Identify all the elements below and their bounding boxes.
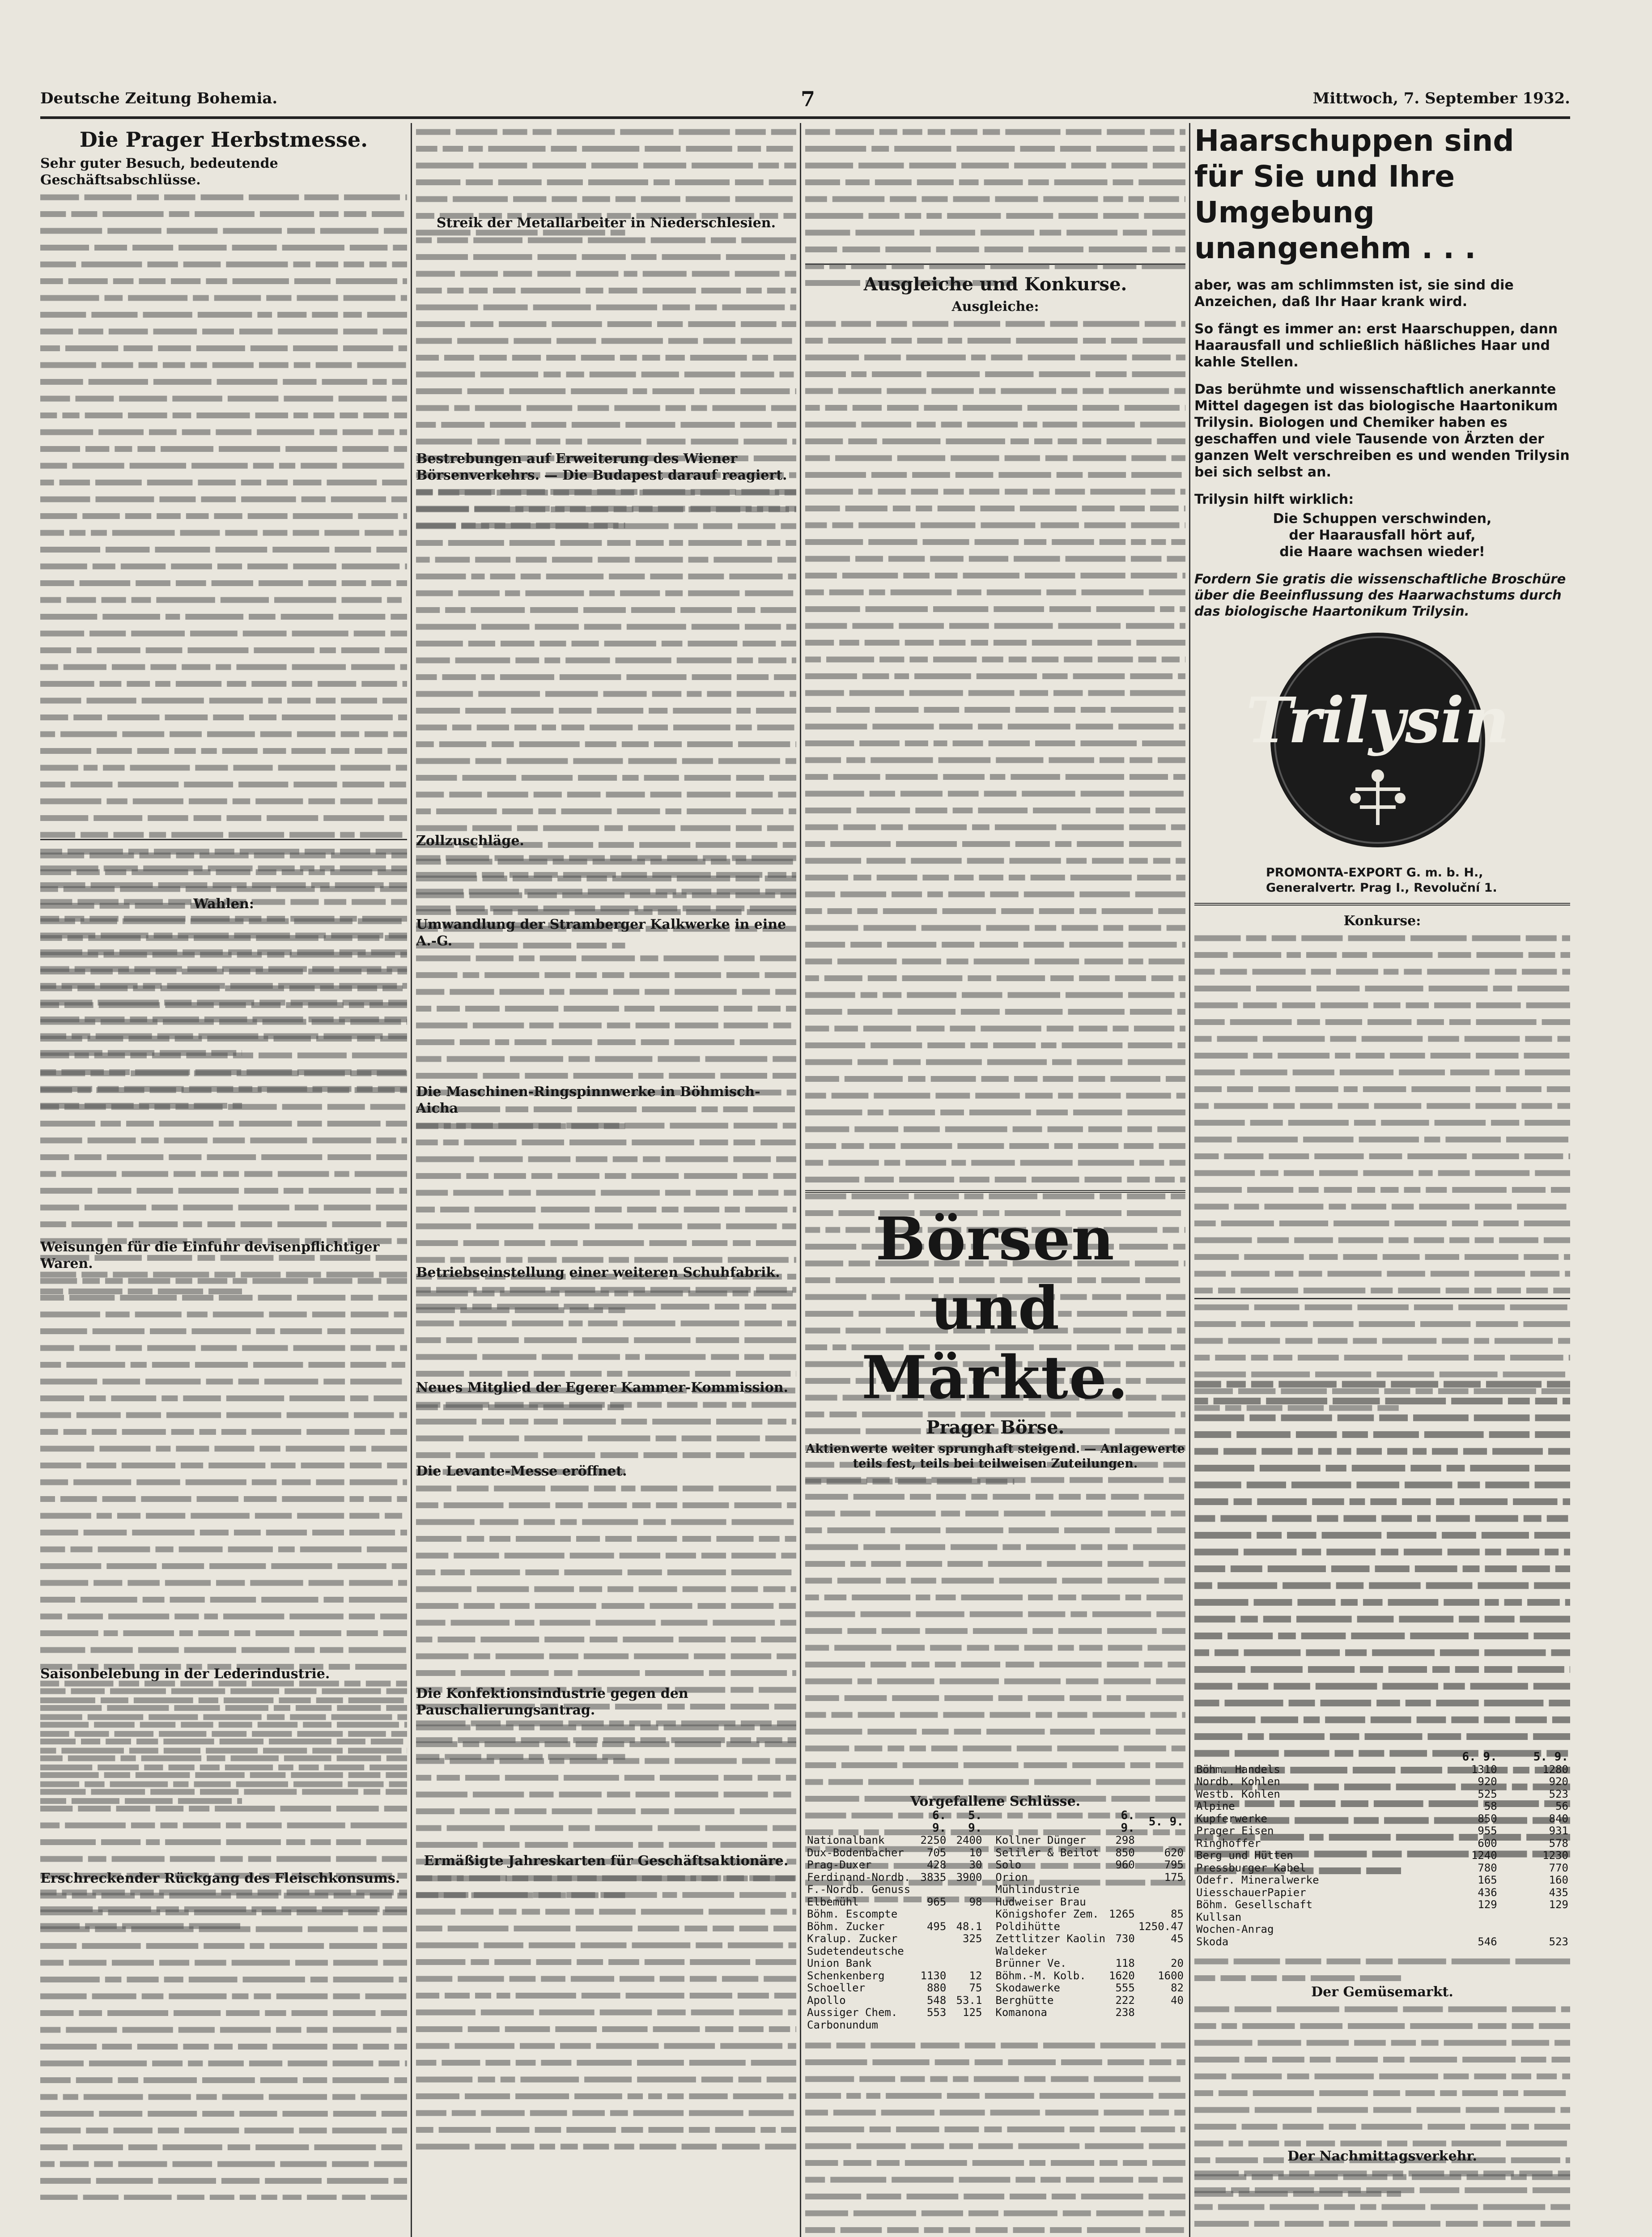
text-lines xyxy=(1194,929,1570,1416)
quote-value: 20 xyxy=(1171,1957,1184,1969)
text-lines xyxy=(1194,2165,1570,2237)
quote-value: 118 xyxy=(1115,1957,1135,1969)
trilysin-logo xyxy=(1194,628,1561,861)
quote-value: 1280 xyxy=(1542,1763,1568,1776)
article-title-konfektion: Die Konfektionsindustrie gegen den Pauschalierungsantrag. xyxy=(416,1686,688,1718)
table-row xyxy=(994,1933,1185,1945)
quote-value: 705 xyxy=(926,1846,947,1859)
table-row xyxy=(805,2007,984,2019)
security-name: Nordb. Kohlen xyxy=(1196,1776,1280,1788)
article-body xyxy=(416,849,796,916)
quote-value: 1240 xyxy=(1471,1850,1497,1862)
quote-value: 30 xyxy=(969,1859,982,1871)
security-name: Nationalbank xyxy=(807,1834,885,1846)
quote-value: 795 xyxy=(1164,1859,1184,1871)
stock-table-right: 6. 9. 5. 9. Böhm. Handels 1310 1280 Nordb. Kohlen 920 920 Westb. Kohlen 525 523 Alpine 58 56 Kupferwerke 850 840 Prager Eisen 955 931 Ringhoffer 600 578 Berg und Hütten 1240 1230 Pressburger Kabel 780 770 Odefr. Mineralwerke 165 160 UiesschauerPapier 436 435 Böhm. Gesellschaft 129 129 Kullsan Wochen-Anrag Skoda 546 523 xyxy=(1194,1751,1570,1948)
quote-value xyxy=(1107,1884,1137,1896)
quote-value xyxy=(1137,1884,1185,1896)
quote-value xyxy=(912,1908,948,1921)
security-name: Berg und Hütten xyxy=(1196,1850,1293,1862)
quote-value xyxy=(1137,1896,1185,1909)
article-body xyxy=(416,1869,796,2151)
article-body xyxy=(416,1117,796,1264)
section-heading-wahlen: Wahlen: xyxy=(193,896,254,912)
quote-value: 578 xyxy=(1549,1837,1568,1850)
article-body xyxy=(416,1396,796,1463)
table-row xyxy=(1194,1911,1570,1924)
ad-call-to-action: Fordern Sie gratis die wissenschaftliche Broschüre über die Beeinflussung des Haarwachstums durch das biologische Haartonikum Trilysin. xyxy=(1194,571,1566,619)
quote-value: 1620 xyxy=(1109,1969,1135,1982)
article-body xyxy=(1194,2000,1570,2148)
quote-value: 2250 xyxy=(920,1834,947,1846)
quote-value: 436 xyxy=(1478,1886,1497,1899)
quote-value xyxy=(1107,1871,1137,1884)
table-row xyxy=(994,1847,1185,1859)
quote-value: 125 xyxy=(963,2007,982,2019)
quote-value: 920 xyxy=(1549,1776,1568,1788)
article-title-jahreskarten: Ermäßigte Jahreskarten für Geschäftsaktionäre. xyxy=(424,1853,789,1869)
security-name: Ferdinand-Nordb. xyxy=(807,1871,911,1884)
security-name: Prager Eisen xyxy=(1196,1825,1274,1837)
security-name: Carbonundum xyxy=(807,2019,878,2031)
security-name: Schoeller xyxy=(807,1982,866,1994)
column-1 xyxy=(40,123,407,2200)
article-title-kammer: Neues Mitglied der Egerer Kammer-Kommission. xyxy=(416,1380,788,1395)
text-lines xyxy=(805,123,1185,291)
column-3 xyxy=(805,123,1185,2237)
security-name: Zettlitzer Kaolin xyxy=(995,1933,1106,1945)
quote-value: 1130 xyxy=(920,1969,947,1982)
quote-value xyxy=(1499,1911,1570,1924)
article-body xyxy=(40,912,407,1064)
table-row xyxy=(805,2019,984,2032)
ad-benefit: Die Schuppen verschwinden, xyxy=(1273,511,1492,527)
quote-value: 40 xyxy=(1171,1994,1184,2007)
quote-value: 165 xyxy=(1478,1874,1497,1886)
article-body xyxy=(416,949,796,1084)
stock-tables xyxy=(805,1810,1185,2031)
table-row xyxy=(805,1871,984,1884)
security-name: Orion xyxy=(995,1871,1028,1884)
quote-value: 523 xyxy=(1549,1788,1568,1800)
security-name: Sudetendeutsche xyxy=(807,1945,904,1957)
article-body xyxy=(416,1718,796,1853)
masthead xyxy=(40,81,1570,119)
security-name: Union Bank xyxy=(807,1957,872,1969)
security-name: Apollo xyxy=(807,1994,846,2007)
security-name: Odefr. Mineralwerke xyxy=(1196,1874,1319,1886)
table-row xyxy=(1194,1887,1570,1899)
quote-value: 3835 xyxy=(920,1871,947,1884)
article-title-metallarbeiter: Streik der Metallarbeiter in Niederschlesien. xyxy=(436,215,776,231)
security-name: Alpine xyxy=(1196,1800,1235,1812)
text-lines xyxy=(416,949,796,1134)
quote-value: 548 xyxy=(926,1994,947,2007)
article-body xyxy=(40,1272,407,1666)
table-row xyxy=(994,2007,1185,2019)
security-name: Schenkenberg xyxy=(807,1969,885,1982)
table-row xyxy=(805,1834,984,1847)
article-body xyxy=(416,1480,796,1685)
article-body xyxy=(416,484,796,833)
quote-value: 10 xyxy=(969,1846,982,1859)
security-name: Seliler & Beilot xyxy=(995,1846,1099,1859)
security-name: Elbemühl xyxy=(807,1896,859,1908)
quote-value: 770 xyxy=(1549,1862,1568,1874)
article-body xyxy=(40,1887,407,2200)
column-divider xyxy=(1189,123,1190,2237)
security-name: Böhm. Escompte xyxy=(807,1908,898,1920)
table-row xyxy=(805,1908,984,1921)
table-row xyxy=(805,1921,984,1933)
article-title-zollzuschlaege: Zollzuschläge. xyxy=(416,833,524,849)
article-body xyxy=(805,1471,1185,1793)
article-title-wiener-boerse: Bestrebungen auf Erweiterung des Wiener Börsenverkehrs. — Die Budapest darauf reagiert. xyxy=(416,451,787,483)
article-title-maschinen: Die Maschinen-Ringspinnwerke in Böhmisch-Aicha xyxy=(416,1084,760,1116)
security-name: Kollner Dünger xyxy=(995,1834,1086,1846)
quote-value: 495 xyxy=(926,1920,947,1933)
security-name: F.-Nordb. Genuss xyxy=(807,1884,911,1896)
quote-value: 160 xyxy=(1549,1874,1568,1886)
quote-value: 546 xyxy=(1478,1935,1497,1948)
column-divider xyxy=(411,123,412,2237)
quote-value: 600 xyxy=(1478,1837,1497,1850)
ad-paragraph: So fängt es immer an: erst Haarschuppen, dann Haarausfall und schließlich häßliches Haar und kahle Stellen. xyxy=(1194,321,1558,370)
quote-value xyxy=(1427,1923,1499,1936)
ad-benefit: der Haarausfall hört auf, xyxy=(1289,527,1476,543)
article-body xyxy=(1194,2165,1570,2237)
quote-value xyxy=(912,2019,948,2032)
table-row xyxy=(994,1982,1185,1995)
table-row xyxy=(805,1933,984,1945)
ad-benefit: die Haare wachsen wieder! xyxy=(1279,544,1485,560)
text-lines xyxy=(40,1887,407,2200)
security-name: Solo xyxy=(995,1859,1022,1871)
quote-value: 555 xyxy=(1115,1982,1135,1994)
security-name: Dux-Bodenbacher xyxy=(807,1846,904,1859)
column-divider xyxy=(800,123,801,2237)
quote-value: 3900 xyxy=(956,1871,982,1884)
quote-value: 2400 xyxy=(956,1834,982,1846)
quote-value: 1250.47 xyxy=(1138,1920,1184,1933)
article-body xyxy=(1194,1952,1570,1984)
quote-value xyxy=(948,1957,984,1970)
quote-value: 129 xyxy=(1478,1899,1497,1911)
security-name: Böhm. Gesellschaft xyxy=(1196,1899,1313,1911)
column-2 xyxy=(416,123,796,2151)
security-name: Böhm.-M. Kolb. xyxy=(995,1969,1086,1982)
article-body xyxy=(805,123,1185,257)
quote-value: 730 xyxy=(1115,1933,1135,1945)
text-lines xyxy=(805,2037,1185,2237)
masthead-paper-name: Deutsche Zeitung Bohemia. xyxy=(40,89,278,107)
section-heading-konkurse: Konkurse: xyxy=(1343,913,1421,929)
table-row xyxy=(1194,1923,1570,1936)
table-row xyxy=(994,1884,1185,1896)
quote-value: 920 xyxy=(1478,1776,1497,1788)
security-name: Skoda xyxy=(1196,1935,1229,1948)
quote-value xyxy=(912,1945,948,1958)
text-lines xyxy=(416,1869,796,2151)
quote-value: 965 xyxy=(926,1896,947,1908)
article-title-devisen: Weisungen für die Einfuhr devisenpflichtiger Waren. xyxy=(40,1239,380,1272)
quote-value: 1310 xyxy=(1471,1763,1497,1776)
security-name: Komanona xyxy=(995,2007,1047,2019)
ad-headline: Haarschuppen sind für Sie und Ihre Umgebung unangenehm . . . xyxy=(1194,123,1514,265)
quote-value: 75 xyxy=(969,1982,982,1994)
quote-value: 553 xyxy=(926,2007,947,2019)
article-body xyxy=(40,846,407,896)
article-body xyxy=(805,2037,1185,2237)
security-name: Ringhoffer xyxy=(1196,1837,1261,1850)
security-name: Böhm. Handels xyxy=(1196,1763,1280,1776)
article-title-herbstmesse: Die Prager Herbstmesse. xyxy=(79,128,368,152)
quote-value xyxy=(948,2019,984,2032)
text-lines xyxy=(1194,1952,1570,1986)
ad-benefit-list xyxy=(1194,510,1570,560)
page-number: 7 xyxy=(801,87,815,111)
section-title-ausgleiche: Ausgleiche und Konkurse. xyxy=(863,274,1127,295)
quote-value xyxy=(1107,1896,1137,1909)
table-row xyxy=(805,1945,984,1958)
security-name: Aussiger Chem. xyxy=(807,2007,898,2019)
quote-value: 435 xyxy=(1549,1886,1568,1899)
security-name: Kullsan xyxy=(1196,1911,1242,1923)
quote-value: 428 xyxy=(926,1859,947,1871)
article-body xyxy=(416,231,796,451)
article-body xyxy=(1194,929,1570,1292)
quote-value xyxy=(912,1933,948,1945)
trilysin-logo-graphic xyxy=(1194,628,1561,861)
text-lines xyxy=(40,1064,407,1299)
quote-value: 175 xyxy=(1164,1871,1184,1884)
article-body xyxy=(1194,1375,1570,1751)
article-title-kalkwerke: Umwandlung der Stramberger Kalkwerke in eine A.-G. xyxy=(416,917,786,949)
security-name: Kralup. Zucker xyxy=(807,1933,898,1945)
quote-value: 960 xyxy=(1115,1859,1135,1871)
quote-value xyxy=(948,1884,984,1896)
ad-logo-text: Trilysin xyxy=(1246,684,1510,757)
table-row xyxy=(805,1995,984,2007)
quote-value: 82 xyxy=(1171,1982,1184,1994)
table-row xyxy=(1194,1936,1570,1948)
security-name: Prag-Duxer xyxy=(807,1859,872,1871)
quote-value: 12 xyxy=(969,1969,982,1982)
quote-value xyxy=(1137,1834,1185,1847)
quote-value xyxy=(1107,1921,1137,1933)
quote-value: 525 xyxy=(1478,1788,1497,1800)
section-heading-schluesse: Vorgefallene Schlüsse. xyxy=(910,1794,1081,1809)
article-body xyxy=(416,1281,796,1379)
quote-value: 850 xyxy=(1115,1846,1135,1859)
table-row xyxy=(805,1896,984,1909)
table-row xyxy=(994,1871,1185,1884)
security-name: Böhm. Zucker xyxy=(807,1920,885,1933)
table-row xyxy=(994,1970,1185,1982)
article-title-nachmittag: Der Nachmittagsverkehr. xyxy=(1287,2148,1477,2164)
article-title-gemuesemarkt: Der Gemüsemarkt. xyxy=(1311,1984,1453,2000)
article-body xyxy=(416,123,796,215)
quote-value: 880 xyxy=(926,1982,947,1994)
quote-value: 53.1 xyxy=(956,1994,982,2007)
article-title-leder: Saisonbelebung in der Lederindustrie. xyxy=(40,1666,330,1682)
article-lead-prager-boerse: Aktienwerte weiter sprunghaft steigend. — Anlagewerte teils fest, teils bei teilweisen Zuteilungen. xyxy=(806,1442,1185,1471)
table-row xyxy=(805,1982,984,1995)
table-row xyxy=(1194,1899,1570,1911)
security-name: Kupferwerke xyxy=(1196,1812,1267,1825)
stock-table-left: 6. 9. 5. 9. Nationalbank 2250 2400 Dux-Bodenbacher 705 10 Prag-Duxer 428 30 Ferdinand-Nordb. 3835 3900 F.-Nordb. Genuss Elbemühl 965 98 Böhm. Escompte Böhm. Zucker 495 48.1 Kralup. Zucker 325 Sudetendeutsche Union Bank Schenkenberg 1130 12 Schoeller 880 75 Apollo 548 53.1 Aussiger Chem. 553 125 Carbonundum xyxy=(805,1810,984,2031)
security-name: Waldeker xyxy=(995,1945,1047,1957)
quote-value: 298 xyxy=(1115,1834,1135,1846)
table-row xyxy=(994,1921,1185,1933)
security-name: Brünner Ve. xyxy=(995,1957,1067,1969)
table-row xyxy=(994,1834,1185,1847)
security-name: Pressburger Kabel xyxy=(1196,1862,1306,1874)
ad-address: Generalvertr. Prag I., Revoluční 1. xyxy=(1266,881,1497,895)
quote-value: 85 xyxy=(1171,1908,1184,1920)
table-row xyxy=(994,1859,1185,1871)
quote-value: 850 xyxy=(1478,1812,1497,1825)
table-row xyxy=(994,1945,1185,1958)
table-row xyxy=(805,1847,984,1859)
table-row xyxy=(805,1957,984,1970)
quote-value: 325 xyxy=(963,1933,982,1945)
quote-value xyxy=(1137,2007,1185,2019)
table-row xyxy=(994,1957,1185,1970)
article-title-fleisch: Erschreckender Rückgang des Fleischkonsums. xyxy=(40,1871,400,1886)
article-body xyxy=(40,1064,407,1239)
table-row xyxy=(805,1970,984,1982)
quote-value: 1230 xyxy=(1542,1850,1568,1862)
quote-value xyxy=(948,1908,984,1921)
article-body xyxy=(40,1682,407,1870)
quote-value xyxy=(1137,1945,1185,1958)
masthead-date: Mittwoch, 7. September 1932. xyxy=(1312,89,1570,107)
quote-value xyxy=(1427,1911,1499,1924)
table-row xyxy=(994,1908,1185,1921)
column-4 xyxy=(1194,123,1570,2237)
section-subheading-ausgleiche: Ausgleiche: xyxy=(951,299,1039,315)
table-row xyxy=(994,1995,1185,2007)
quote-value: 58 xyxy=(1484,1800,1497,1812)
quote-value: 620 xyxy=(1164,1846,1184,1859)
quote-value xyxy=(1499,1923,1570,1936)
table-row xyxy=(805,1859,984,1871)
article-lead-herbstmesse: Sehr guter Besuch, bedeutende Geschäftsabschlüsse. xyxy=(40,156,278,188)
ad-paragraph: Das berühmte und wissenschaftlich anerkannte Mittel dagegen ist das biologische Haartonikum Trilysin. Biologen und Chemiker haben es geschaffen und viele Tausende von Ärzten der ganzen Welt verschreiben es und wenden Trilysin bei sich selbst an. xyxy=(1194,382,1570,480)
quote-value: 98 xyxy=(969,1896,982,1908)
security-name: Hudweiser Brau xyxy=(995,1896,1086,1908)
quote-value: 222 xyxy=(1115,1994,1135,2007)
article-body xyxy=(40,188,407,833)
quote-value: 931 xyxy=(1549,1825,1568,1837)
security-name: Wochen-Anrag xyxy=(1196,1923,1274,1935)
table-row xyxy=(994,1896,1185,1909)
quote-value: 780 xyxy=(1478,1862,1497,1874)
article-body xyxy=(805,315,1185,1183)
quote-value: 238 xyxy=(1115,2007,1135,2019)
ad-paragraph: Trilysin hilft wirklich: xyxy=(1194,492,1354,507)
quote-value: 523 xyxy=(1549,1935,1568,1948)
quote-value: 129 xyxy=(1549,1899,1568,1911)
article-title-prager-boerse: Prager Börse. xyxy=(926,1417,1065,1438)
section-title-boersen: Börsen und Märkte. xyxy=(862,1204,1129,1412)
security-name: Berghütte xyxy=(995,1994,1054,2007)
quote-value: 1600 xyxy=(1158,1969,1184,1982)
quote-value: 840 xyxy=(1549,1812,1568,1825)
security-name: UiesschauerPapier xyxy=(1196,1886,1306,1899)
quote-value xyxy=(912,1884,948,1896)
security-name: Mühlindustrie xyxy=(995,1884,1080,1896)
stock-table-middle: 6. 9. 5. 9. Kollner Dünger 298 Seliler & Beilot 850 620 Solo 960 795 Orion 175 Mühlindustrie Hudweiser Brau Königshofer Zem. 1265 85 Poldihütte 1250.47 Zettlitzer Kaolin 730 45 Waldeker Brünner Ve. 118 20 Böhm.-M. Kolb. 1620 1600 Skodawerke 555 82 Berghütte 222 40 Komanona 238 xyxy=(994,1810,1185,2019)
article-title-levante: Die Levante-Messe eröffnet. xyxy=(416,1463,627,1479)
security-name: Poldihütte xyxy=(995,1920,1060,1933)
quote-value xyxy=(1107,1945,1137,1958)
quote-value: 45 xyxy=(1171,1933,1184,1945)
ad-paragraph: aber, was am schlimmsten ist, sie sind die Anzeichen, daß Ihr Haar krank wird. xyxy=(1194,277,1514,310)
quote-value: 56 xyxy=(1555,1800,1568,1812)
security-name: Königshofer Zem. xyxy=(995,1908,1099,1920)
ad-company: PROMONTA-EXPORT G. m. b. H., xyxy=(1266,866,1483,880)
article-title-schuhfabrik: Betriebseinstellung einer weiteren Schuhfabrik. xyxy=(416,1265,780,1280)
quote-value xyxy=(948,1945,984,1958)
text-lines xyxy=(1194,1375,1570,1879)
security-name: Skodawerke xyxy=(995,1982,1060,1994)
quote-value: 1265 xyxy=(1109,1908,1135,1920)
quote-value xyxy=(912,1957,948,1970)
table-row xyxy=(805,1884,984,1896)
quote-value: 955 xyxy=(1478,1825,1497,1837)
quote-value: 48.1 xyxy=(956,1920,982,1933)
divider xyxy=(1194,903,1570,906)
security-name: Westb. Kohlen xyxy=(1196,1788,1280,1800)
